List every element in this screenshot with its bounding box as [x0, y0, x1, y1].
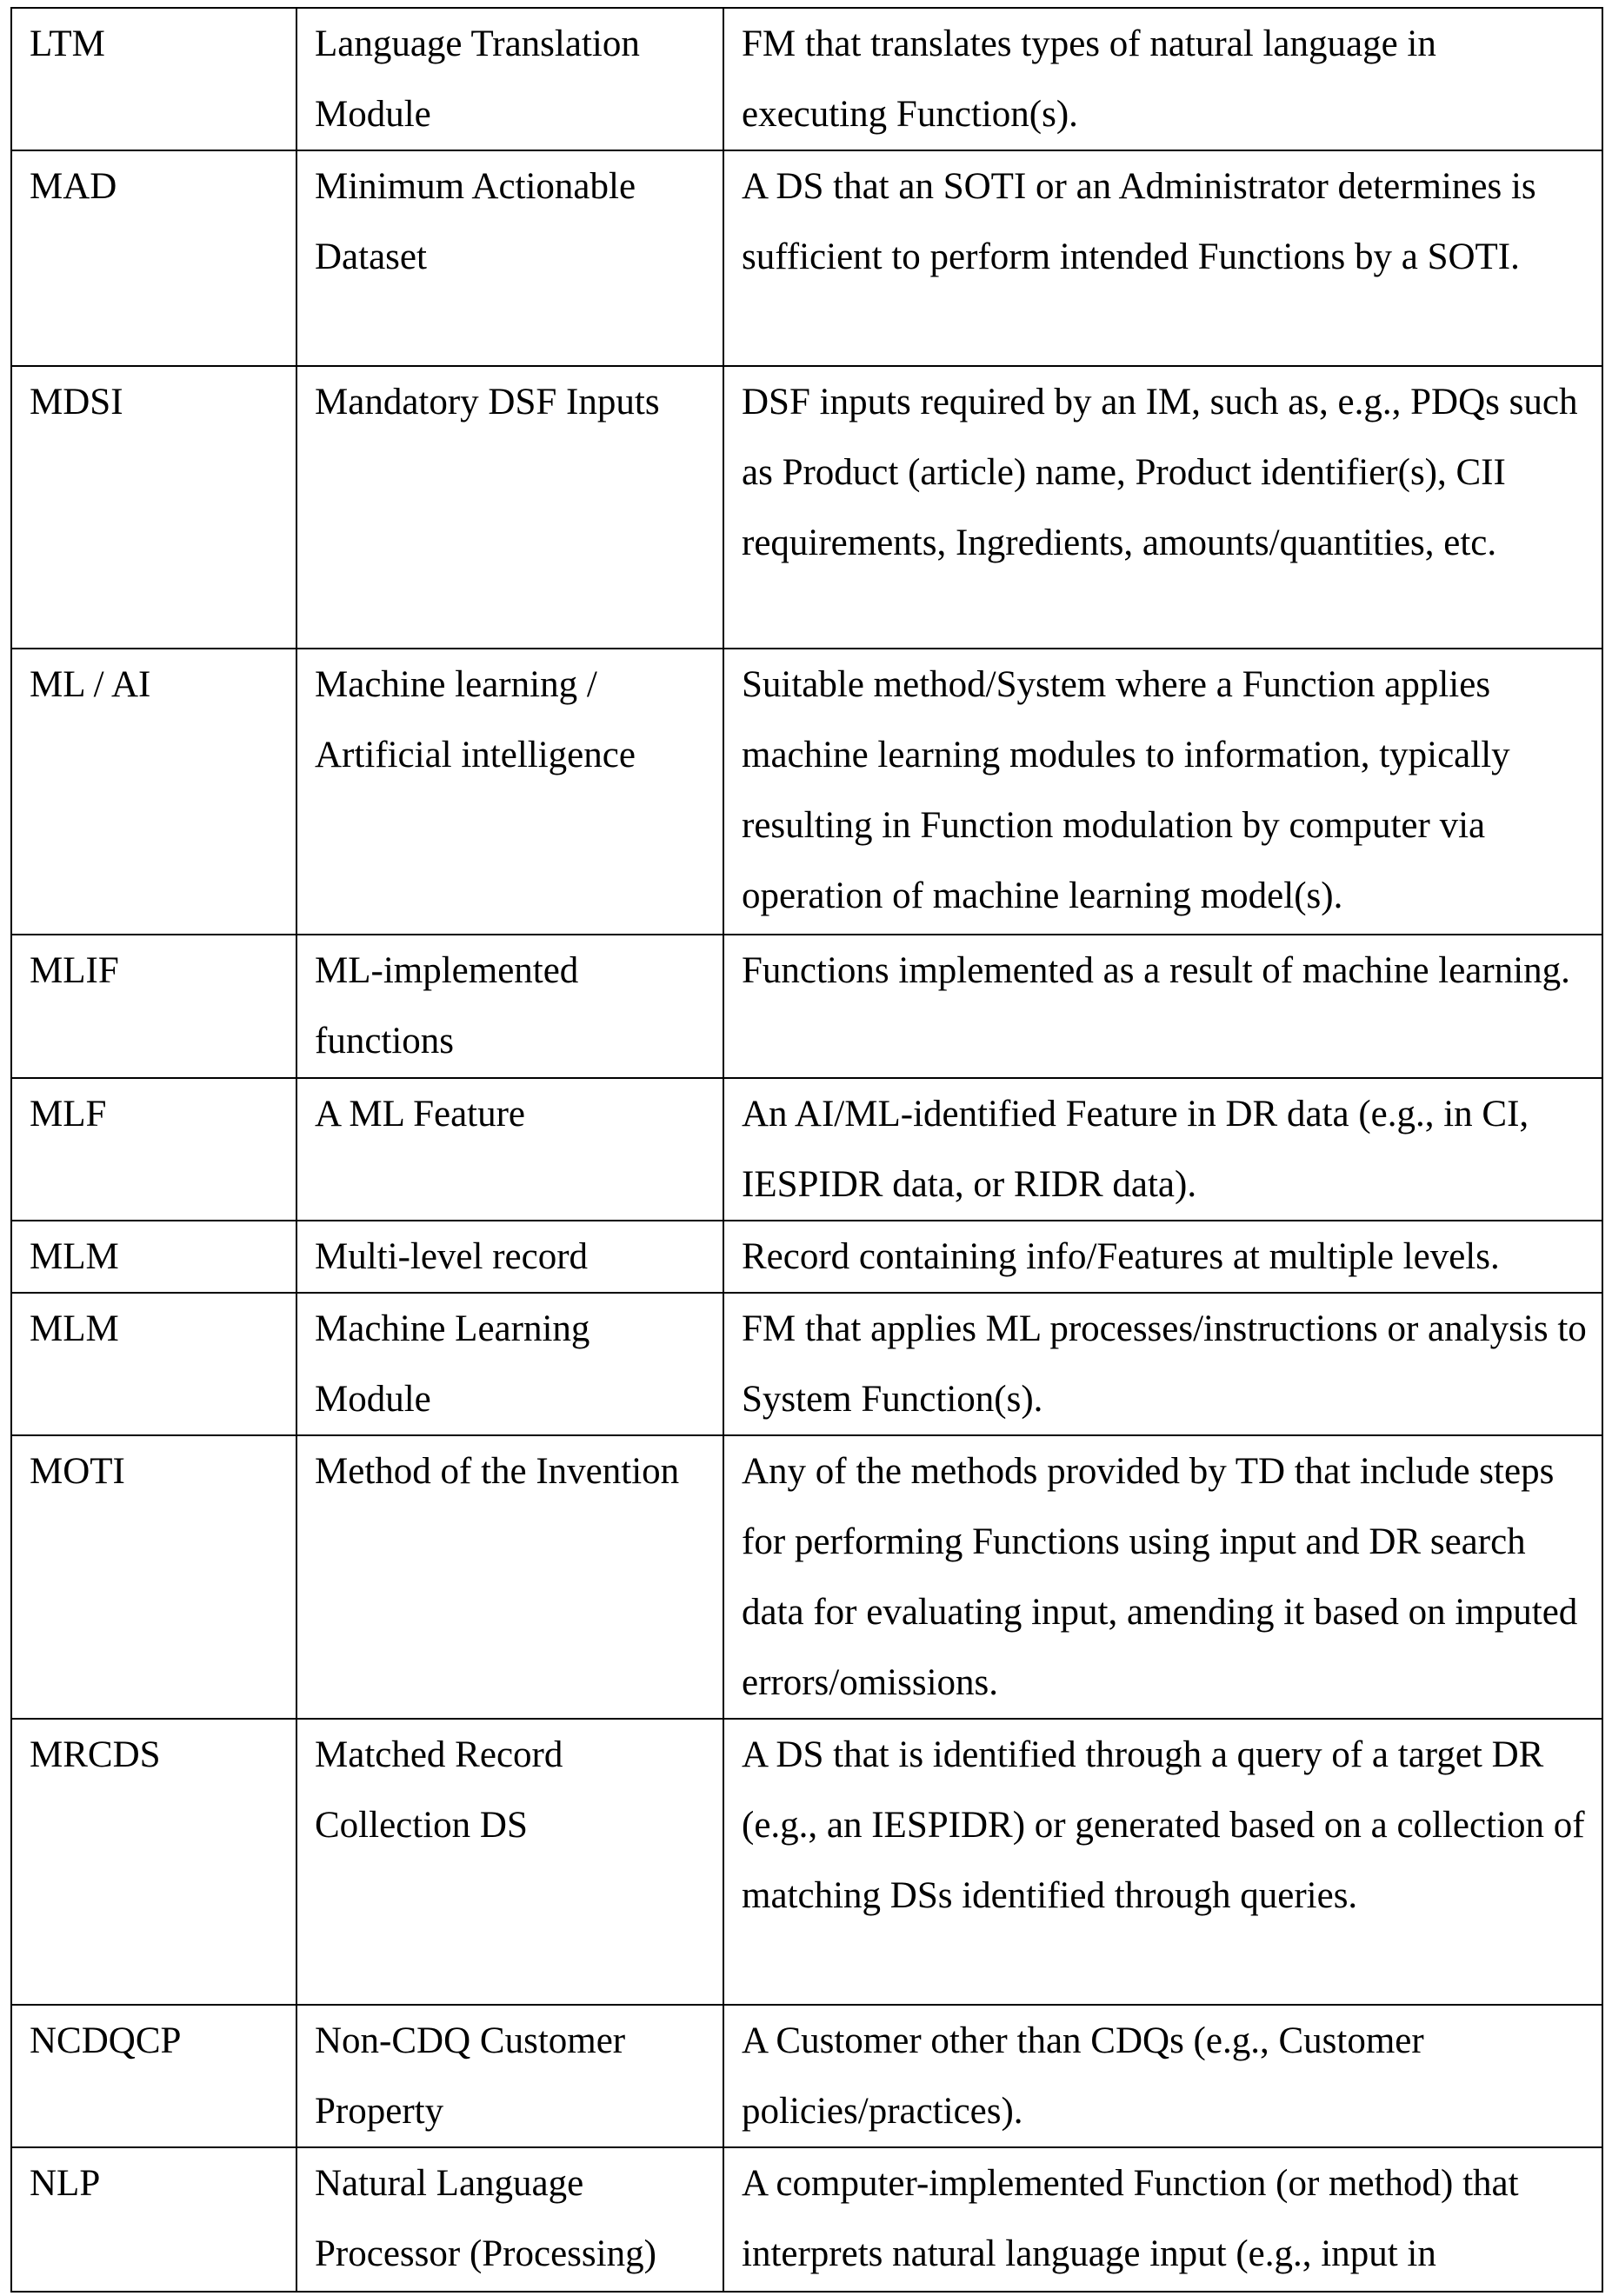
term-cell: Non-CDQ Customer Property	[296, 2005, 723, 2147]
abbreviation-cell: LTM	[11, 8, 296, 150]
table-row	[11, 935, 1602, 1078]
table-row	[11, 2005, 1602, 2147]
term-cell: Machine Learning Module	[296, 1293, 723, 1435]
table-row	[11, 1435, 1602, 1719]
definition-cell: A Customer other than CDQs (e.g., Customer policies/practices).	[723, 2005, 1602, 2147]
abbreviation-cell: NLP	[11, 2147, 296, 2292]
term-cell: Multi-level record	[296, 1221, 723, 1293]
table-row	[11, 1719, 1602, 2005]
table-row	[11, 150, 1602, 366]
abbreviation-cell: MRCDS	[11, 1719, 296, 2005]
table-row	[11, 2147, 1602, 2292]
definition-cell: A computer-implemented Function (or method) that interprets natural language input (e.g., input in	[723, 2147, 1602, 2292]
table-row	[11, 649, 1602, 935]
abbreviation-cell: ML / AI	[11, 649, 296, 935]
table-row	[11, 1221, 1602, 1293]
abbreviation-cell: MLM	[11, 1221, 296, 1293]
term-cell: ML-implemented functions	[296, 935, 723, 1078]
abbreviation-cell: MLF	[11, 1078, 296, 1221]
definition-cell: FM that translates types of natural language in executing Function(s).	[723, 8, 1602, 150]
term-cell: Method of the Invention	[296, 1435, 723, 1719]
term-cell: Matched Record Collection DS	[296, 1719, 723, 2005]
definition-cell: A DS that an SOTI or an Administrator determines is sufficient to perform intended Functions by a SOTI.	[723, 150, 1602, 366]
definition-cell: Record containing info/Features at multiple levels.	[723, 1221, 1602, 1293]
definition-cell: FM that applies ML processes/instructions or analysis to System Function(s).	[723, 1293, 1602, 1435]
table-row	[11, 366, 1602, 649]
abbreviation-cell: MAD	[11, 150, 296, 366]
abbreviation-cell: MLIF	[11, 935, 296, 1078]
glossary-table	[10, 7, 1603, 2293]
table-row	[11, 8, 1602, 150]
term-cell: A ML Feature	[296, 1078, 723, 1221]
term-cell: Natural Language Processor (Processing)	[296, 2147, 723, 2292]
table-row	[11, 1293, 1602, 1435]
table-row	[11, 1078, 1602, 1221]
definition-cell: An AI/ML-identified Feature in DR data (e.g., in CI, IESPIDR data, or RIDR data).	[723, 1078, 1602, 1221]
term-cell: Minimum Actionable Dataset	[296, 150, 723, 366]
abbreviation-cell: MLM	[11, 1293, 296, 1435]
abbreviation-cell: MOTI	[11, 1435, 296, 1719]
definition-cell: Functions implemented as a result of machine learning.	[723, 935, 1602, 1078]
abbreviation-cell: NCDQCP	[11, 2005, 296, 2147]
abbreviation-cell: MDSI	[11, 366, 296, 649]
term-cell: Language Translation Module	[296, 8, 723, 150]
term-cell: Machine learning / Artificial intelligence	[296, 649, 723, 935]
definition-cell: Any of the methods provided by TD that include steps for performing Functions using input and DR search data for evaluating input, amending it based on imputed errors/omissions.	[723, 1435, 1602, 1719]
definition-cell: DSF inputs required by an IM, such as, e.g., PDQs such as Product (article) name, Product identifier(s), CII requirements, Ingredients, amounts/quantities, etc.	[723, 366, 1602, 649]
term-cell: Mandatory DSF Inputs	[296, 366, 723, 649]
definition-cell: A DS that is identified through a query of a target DR (e.g., an IESPIDR) or generated based on a collection of matching DSs identified through queries.	[723, 1719, 1602, 2005]
definition-cell: Suitable method/System where a Function applies machine learning modules to information, typically resulting in Function modulation by computer via operation of machine learning model(s).	[723, 649, 1602, 935]
